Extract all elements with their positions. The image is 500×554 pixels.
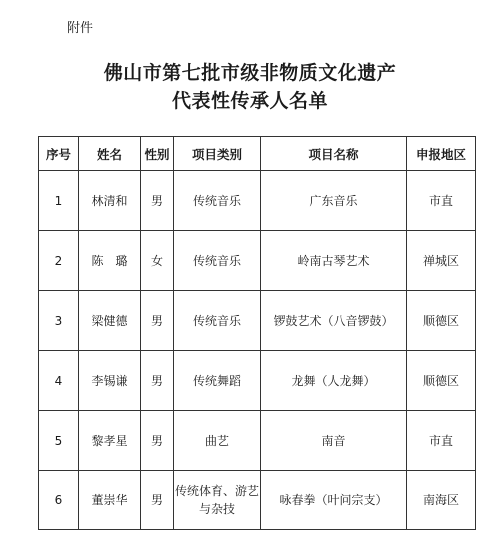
cell-category: 传统体育、游艺与杂技 <box>174 471 261 530</box>
cell-gender: 男 <box>141 291 174 351</box>
cell-project: 南音 <box>261 411 407 471</box>
cell-gender: 女 <box>141 231 174 291</box>
cell-project: 锣鼓艺术（八音锣鼓） <box>261 291 407 351</box>
cell-name: 陈 璐 <box>79 231 141 291</box>
cell-category: 传统音乐 <box>174 291 261 351</box>
table-row <box>39 291 476 351</box>
document-title-line-1: 佛山市第七批市级非物质文化遗产 <box>103 62 397 84</box>
header-project: 项目名称 <box>261 137 407 171</box>
header-category: 项目类别 <box>174 137 261 171</box>
cell-index: 1 <box>39 171 79 231</box>
inheritor-roster-table <box>38 136 476 530</box>
cell-index: 3 <box>39 291 79 351</box>
table-row <box>39 351 476 411</box>
cell-category: 曲艺 <box>174 411 261 471</box>
cell-project: 广东音乐 <box>261 171 407 231</box>
cell-gender: 男 <box>141 171 174 231</box>
cell-name: 黎孝星 <box>79 411 141 471</box>
cell-name: 梁健德 <box>79 291 141 351</box>
cell-project: 岭南古琴艺术 <box>261 231 407 291</box>
attachment-label: 附件 <box>67 21 94 36</box>
cell-project: 咏春拳（叶问宗支） <box>261 471 407 530</box>
header-region: 申报地区 <box>407 137 476 171</box>
cell-region: 市直 <box>407 411 476 471</box>
cell-project: 龙舞（人龙舞） <box>261 351 407 411</box>
cell-region: 市直 <box>407 171 476 231</box>
cell-name: 董崇华 <box>79 471 141 530</box>
table-row <box>39 231 476 291</box>
cell-index: 5 <box>39 411 79 471</box>
table-row <box>39 411 476 471</box>
cell-region: 顺德区 <box>407 351 476 411</box>
header-name: 姓名 <box>79 137 141 171</box>
cell-category: 传统舞蹈 <box>174 351 261 411</box>
cell-category: 传统音乐 <box>174 171 261 231</box>
cell-category: 传统音乐 <box>174 231 261 291</box>
cell-index: 4 <box>39 351 79 411</box>
cell-name: 林清和 <box>79 171 141 231</box>
cell-name: 李锡谦 <box>79 351 141 411</box>
cell-region: 南海区 <box>407 471 476 530</box>
cell-region: 禅城区 <box>407 231 476 291</box>
header-index: 序号 <box>39 137 79 171</box>
table-row <box>39 471 476 530</box>
cell-gender: 男 <box>141 351 174 411</box>
table-header-row <box>39 137 476 171</box>
table-row <box>39 171 476 231</box>
document-title-line-2: 代表性传承人名单 <box>171 90 328 112</box>
cell-region: 顺德区 <box>407 291 476 351</box>
header-gender: 性别 <box>141 137 174 171</box>
cell-gender: 男 <box>141 471 174 530</box>
cell-index: 6 <box>39 471 79 530</box>
cell-index: 2 <box>39 231 79 291</box>
cell-gender: 男 <box>141 411 174 471</box>
